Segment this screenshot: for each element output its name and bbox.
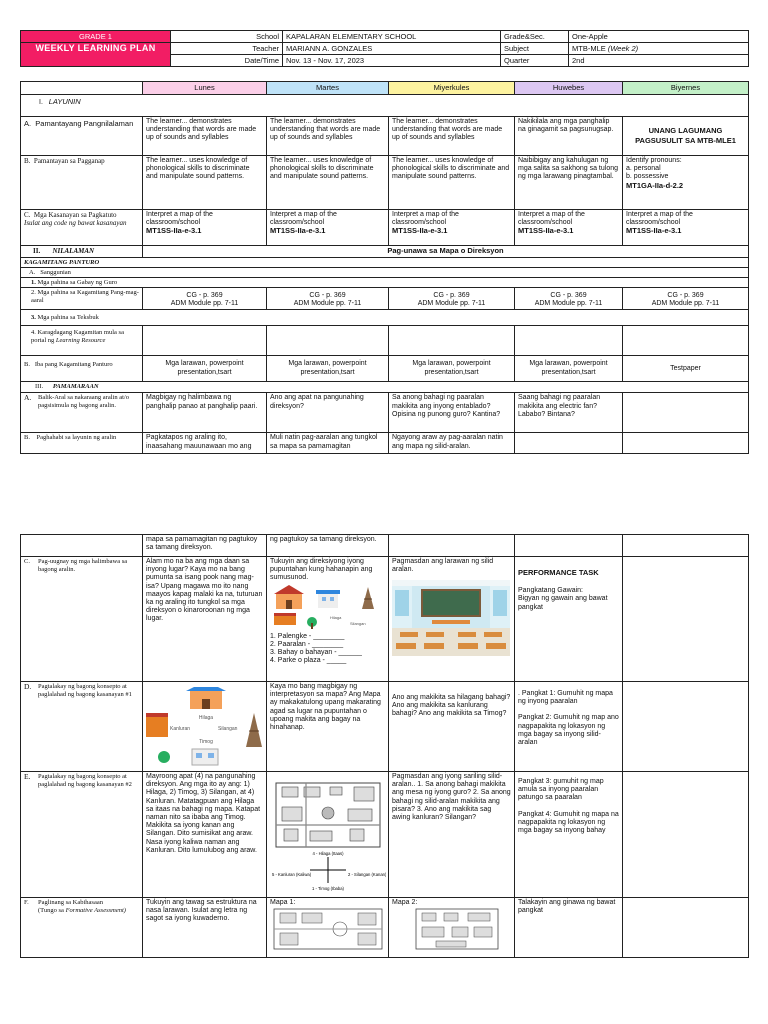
ibapa-letter: B. [24,361,30,369]
performance-task-title: PERFORMANCE TASK [518,568,599,577]
a-martes: The learner... demonstrates understanding that words are made up of sounds and syllables [267,117,389,156]
c-martes-code: MT1SS-IIa-e-3.1 [270,226,326,236]
c-huwebes-code: MT1SS-IIa-e-3.1 [518,226,574,236]
c-miyerkules [389,210,515,246]
p2e-miyerkules: Pagmasdan ang iyong sariling silid-aralan.. 1. Sa anong bahagi makikita ang mesa ng iyong guro? 2. Sa anong bahagi ng silid-aralan makikita ang pisara? 3. Ano ang makikita sag awing kanluran? Silangan? [389,772,515,898]
p2f-biyernes [623,898,749,958]
ref1-num: 1. [31,279,36,286]
p2e-huwebes [515,772,623,898]
layunin-num: I. [39,99,43,106]
ref2-num: 2. [31,289,36,296]
c-miyerkules-code: MT1SS-IIa-e-3.1 [392,226,448,236]
ref3-row [21,310,749,326]
compass-south: 1 - Timog (Ibaba) [312,886,344,891]
p2e-martes [267,772,389,898]
direction-map-illustration [146,687,266,769]
ref2-lunes [143,288,267,310]
p2e-text: Pagtalakay ng bagong konsepto at paglalahad ng bagong kasanayan #2 [38,773,132,788]
grade-label: GRADE 1 [21,31,171,43]
c-huwebes [515,210,623,246]
row-a-label [21,117,143,156]
c-miyerkules-text: Interpret a map of the classroom/school [392,211,459,227]
map-north-label: Hilaga [198,715,214,721]
nilalaman-num: II. [33,247,41,255]
pa-letter: A. [24,394,32,403]
ref2-huwebes-cg: CG - p. 369 [550,292,587,299]
ref2-martes-adm: ADM Module pp. 7-11 [293,300,362,308]
school-label: School [171,31,283,43]
p2f-subtext [38,907,139,915]
pa-martes: Ano ang apat na pangunahing direksyon? [267,393,389,433]
c-martes [267,210,389,246]
pb-letter: B. [24,434,30,442]
p2d-text: Pagtalakay ng bagong konsepto at paglalahad ng bagong kasanayan #1 [38,683,132,698]
p2c-martes-item1: 1. Palengke - ________ [270,632,345,640]
p2e-biyernes [623,772,749,898]
plan-title: WEEKLY LEARNING PLAN [21,43,171,67]
plan-table-page2 [20,534,749,958]
compass-north: 4 - Hilaga (Itaas) [312,851,344,856]
pangkat-2: Pangkat 2: Gumuhit ng map ano nagpapakita ng lokasyon ng mga bagay sa inyong silid- aralan [518,714,619,747]
ibapa-biyernes: Testpaper [623,356,749,382]
p2c-text: Pag-uugnay ng mga halimbawa sa bagong aralin. [38,558,128,573]
nilalaman-value: Pag-unawa sa Mapa o Direksyon [143,246,749,258]
cont-lunes: mapa sa pamamagitan ng pagtukoy sa tamang direksyon. [143,535,267,557]
row-a-letter: A. [24,119,32,128]
mapa2-illustration [392,907,504,951]
ref2-martes-cg: CG - p. 369 [309,292,346,299]
ref2-lunes-cg: CG - p. 369 [186,292,223,299]
p2c-huwebes [515,557,623,682]
row-c-text: Mga Kasanayan sa Pagkatuto [33,211,117,219]
mapa2-label: Mapa 2: [392,899,418,906]
c-lunes-text: Interpret a map of the classroom/school [146,211,213,227]
ref3-text: Mga pahina sa Teksbuk [37,314,99,322]
b-huwebes: Naibibigay ang kahulugan ng mga salita sa sakhong sa tulong ng mga larawang pinagtambal. [515,156,623,210]
nilalaman-text: NILALAMAN [52,247,95,255]
ref2-miyerkules-cg: CG - p. 369 [433,292,470,299]
pangkat-4: Pangkat 4: Gumuhit ng mapa na nagpapakita ng lokasyon ng mga bagay sa inyong bahay [518,810,619,835]
p2c-huwebes-line2: Bigyan ng gawain ang bawat pangkat [518,595,608,611]
row-b-label [21,156,143,210]
gradesec-label: Grade&Sec. [501,31,569,43]
blank-corner [21,82,143,95]
p2c-miyerkules [389,557,515,682]
c-huwebes-text: Interpret a map of the classroom/school [518,211,585,227]
ref2-label [21,288,143,310]
ref4-huwebes [515,326,623,356]
c-lunes [143,210,267,246]
b-martes: The learner... uses knowledge of phonological skills to discriminate and manipulate sound patterns. [267,156,389,210]
pb-martes: Muli natin pag-aaralan ang tungkol sa mapa sa pamamagitan [267,433,389,454]
a-lunes: The learner... demonstrates understanding that words are made up of sounds and syllables [143,117,267,156]
p2c-biyernes [623,557,749,682]
pb-biyernes [623,433,749,454]
compass-west: 5 - Kanluran (Kaliwa) [272,872,312,877]
p2f-subtext-prefix: (Tungo sa [38,906,64,914]
ibapa-miyerkules: Mga larawan, powerpoint presentation,tsart [389,356,515,382]
nilalaman-label [21,246,143,258]
b-fri-code: MT1GA-IIa-d-2.2 [626,180,684,190]
kagamitan-heading: KAGAMITANG PANTURO [21,258,749,268]
cont-martes: ng pagtukoy sa tamang direksyon. [267,535,389,557]
ref4-text: Karagdagang Kagamitan mula sa portal ng [31,329,124,344]
p2f-miyerkules [389,898,515,958]
mapa1-label: Mapa 1: [270,899,296,906]
sanggunian-letter: A. [29,269,36,276]
mapa1-illustration [270,907,386,951]
ref4-italic: Learning Resource [55,336,106,344]
row-c-letter: C. [24,211,31,219]
map-south-label: Timog [199,739,213,745]
b-fri-line3: b. possessive [626,173,669,181]
gradesec-value: One-Apple [569,31,749,43]
ref4-miyerkules [389,326,515,356]
cont-miyerkules [389,535,515,557]
p2d-lunes [143,682,267,772]
c-biyernes [623,210,749,246]
p2c-martes-item4: 4. Parke o plaza - _____ [270,657,347,665]
row-c-note: Isulat ang code ng bawat kasanayan [24,219,127,228]
a-biyernes: UNANG LAGUMANG PAGSUSULIT SA MTB-MLE1 [623,117,749,156]
cont-huwebes [515,535,623,557]
pa-label [21,393,143,433]
p2d-huwebes [515,682,623,772]
subject-value [569,43,749,55]
town-map-illustration [270,585,386,631]
town-map-north-label: Hilaga [330,614,342,620]
header-table [20,30,749,67]
p2f-label [21,898,143,958]
day-header-huwebes: Huwebes [515,82,623,95]
pa-miyerkules: Sa anong bahagi ng paaralan makikita ang inyong entablado? Opisina ng punong guro? Kantina? [389,393,515,433]
classroom-illustration [392,580,510,656]
ibapa-text: Iba pang Kagamitang Panturo [34,361,113,369]
ref2-huwebes-adm: ADM Module pp. 7-11 [534,300,603,308]
b-biyernes [623,156,749,210]
a-huwebes: Nakikilala ang mga panghalip na ginagamit sa pagsunugsap. [515,117,623,156]
p2d-miyerkules: Ano ang makikita sa hilagang bahagi? Ano ang makikita sa kanlurang bahagi? Ano ang makikita sa Timog? [389,682,515,772]
a-miyerkules: The learner... demonstrates understanding that words are made up of sounds and syllables [389,117,515,156]
ref2-martes [267,288,389,310]
row-b-text: Pamantayan sa Pagganap [33,157,105,165]
pb-label [21,433,143,454]
row-a-text: Pamantayang Pangnilalaman [35,119,134,128]
ref2-miyerkules-adm: ADM Module pp. 7-11 [417,300,486,308]
pa-text: Balik-Aral sa nakaraang aralin at/o pagsisimula ng bagong aralin. [38,394,129,409]
p2d-martes: Kaya mo bang magbigay ng interpretasyon sa mapa? Ang Mapa ay makakatulong upang makarating agad sa lugar na pupuntahan o upoang makita ang bagay na hinahanap. [267,682,389,772]
pa-huwebes: Saang bahagi ng paaralan makikita ang electric fan? Lababo? Bintana? [515,393,623,433]
p2e-lunes: Mayroong apat (4) na pangunahing direksyon. Ang mga ito ay ang: 1) Hilaga, 2) Timog, 3) Silangan, at 4) Kanluran. Matatagpuan ang Hilaga sa itaas na bahagi ng mapa. Katapat naman nito sa ibaba ang Timog. Makikita sa iyong kanan ang Silangan. Dito sumisikat ang araw. Nasa iyong kaliwa naman ang Kanluran. Dito lumulubog ang araw. [143,772,267,898]
p2c-lunes: Alam mo na ba ang mga daan sa inyong lugar? Kaya mo na bang pumunta sa isang pook nang mag-isa? Upang magawa mo ito nang maayos kapag malaki ka na, tuturuan ka ng araling ito tungkol sa mga direksyon o kinaroroonan ng mga lugar. [143,557,267,682]
town-map-east-label: Silangan [350,620,366,626]
day-header-lunes: Lunes [143,82,267,95]
p2c-martes-intro: Tukuyin ang direksiyong iyong pupuntahan kung hahanapin ang sumusunod. [270,558,373,582]
c-martes-text: Interpret a map of the classroom/school [270,211,337,227]
quarter-value: 2nd [569,55,749,67]
quarter-label: Quarter [501,55,569,67]
subject-name: MTB-MLE [572,44,606,53]
day-header-martes: Martes [267,82,389,95]
p2c-label [21,557,143,682]
pamamaraan-text: PAMAMARAAN [52,383,99,391]
ref2-lunes-adm: ADM Module pp. 7-11 [170,300,239,308]
compass-east: 2 - Silangan (Kanan) [348,872,386,877]
row-b-letter: B. [24,157,31,165]
row-c-label [21,210,143,246]
p2c-huwebes-line1: Pangkatang Gawain: [518,587,583,595]
p2d-letter: D. [24,683,32,691]
ref2-huwebes [515,288,623,310]
ibapa-label [21,356,143,382]
b-fri-line1: Identify pronouns: [626,157,682,164]
pangkat-1: . Pangkat 1: Gumuhit ng mapa ng inyong paaralan [518,690,613,706]
p2c-martes-item3: 3. Bahay o bahayan - ______ [270,649,362,657]
p2f-huwebes: Talakayin ang ginawa ng bawat pangkat [515,898,623,958]
day-header-miyerkules: Miyerkules [389,82,515,95]
b-miyerkules: The learner... uses knowledge of phonological skills to discriminate and manipulate sound patterns. [389,156,515,210]
b-fri-line2: a. personal [626,165,661,173]
pamamaraan-num: III. [35,383,44,391]
ref2-biyernes-cg: CG - p. 369 [667,292,704,299]
ref1-text: Mga pahina sa Gabay ng Guro [37,279,118,286]
p2f-lunes: Tukuyin ang tawag sa estruktura na nasa larawan. Isulat ang letra ng sagot sa iyong kuwaderno. [143,898,267,958]
ref2-biyernes-adm: ADM Module pp. 7-11 [651,300,720,308]
pangkat-3: Pangkat 3: gumuhit ng map amula sa inyong paaralan patungo sa paaralan [518,778,604,802]
sanggunian-text: Sanggunian [40,269,71,276]
layunin-heading [21,95,749,117]
c-biyernes-code: MT1SS-IIa-e-3.1 [626,226,682,236]
ref4-num: 4. [31,329,36,337]
ref4-lunes [143,326,267,356]
p2d-biyernes [623,682,749,772]
pamamaraan-heading [21,382,749,393]
p2f-letter: F. [24,899,29,906]
p2f-text: Paglinang sa Kabihasaan [38,899,103,906]
p2c-letter: C. [24,558,30,565]
p2c-martes-item2: 2. Paaralan - ________ [270,640,344,648]
map-east-label: Silangan [218,726,238,732]
layunin-label: LAYUNIN [48,97,81,106]
p2c-miyerkules-text: Pagmasdan ang larawan ng silid aralan. [392,558,494,574]
pa-lunes: Magbigay ng halimbawa ng panghalip panao at panghalip paari. [143,393,267,433]
cont-label [21,535,143,557]
ref4-biyernes [623,326,749,356]
p2e-label [21,772,143,898]
ref4-martes [267,326,389,356]
ibapa-huwebes: Mga larawan, powerpoint presentation,tsart [515,356,623,382]
subject-label: Subject [501,43,569,55]
c-biyernes-text: Interpret a map of the classroom/school [626,211,693,227]
p2f-martes [267,898,389,958]
teacher-value: MARIANN A. GONZALES [283,43,501,55]
ref2-biyernes [623,288,749,310]
ref3-num: 3. [31,314,36,322]
map-west-label: Kanluran [170,726,191,732]
date-label: Date/Time [171,55,283,67]
pb-lunes: Pagkatapos ng araling ito, inaasahang mauunawaan mo ang [143,433,267,454]
p2c-martes [267,557,389,682]
sanggunian-row [21,268,749,278]
ref2-miyerkules [389,288,515,310]
p2f-subtext-italic: Formative Assessment) [65,906,126,914]
ref1-row [21,278,749,288]
subject-week: (Week 2) [607,44,639,53]
school-value: KAPALARAN ELEMENTARY SCHOOL [283,31,501,43]
ref2-text: Mga pahina sa Kagamitang Pang-mag-aaral [31,289,139,304]
day-header-biyernes: Biyernes [623,82,749,95]
c-lunes-code: MT1SS-IIa-e-3.1 [146,226,202,236]
date-value: Nov. 13 - Nov. 17, 2023 [283,55,501,67]
pb-text: Paghahabi sa layunin ng aralin [36,434,117,442]
p2d-label [21,682,143,772]
plan-table-page1 [20,81,749,454]
ibapa-martes: Mga larawan, powerpoint presentation,tsart [267,356,389,382]
b-lunes: The learner... uses knowledge of phonological skills to discriminate and manipulate sound patterns. [143,156,267,210]
ibapa-lunes: Mga larawan, powerpoint presentation,tsart [143,356,267,382]
cont-biyernes [623,535,749,557]
p2e-letter: E. [24,773,31,781]
compass-map-illustration [270,777,386,895]
pa-biyernes [623,393,749,433]
ref4-label [21,326,143,356]
teacher-label: Teacher [171,43,283,55]
pb-huwebes [515,433,623,454]
pb-miyerkules: Ngayong araw ay pag-aaralan natin ang mapa ng silid-aralan. [389,433,515,454]
